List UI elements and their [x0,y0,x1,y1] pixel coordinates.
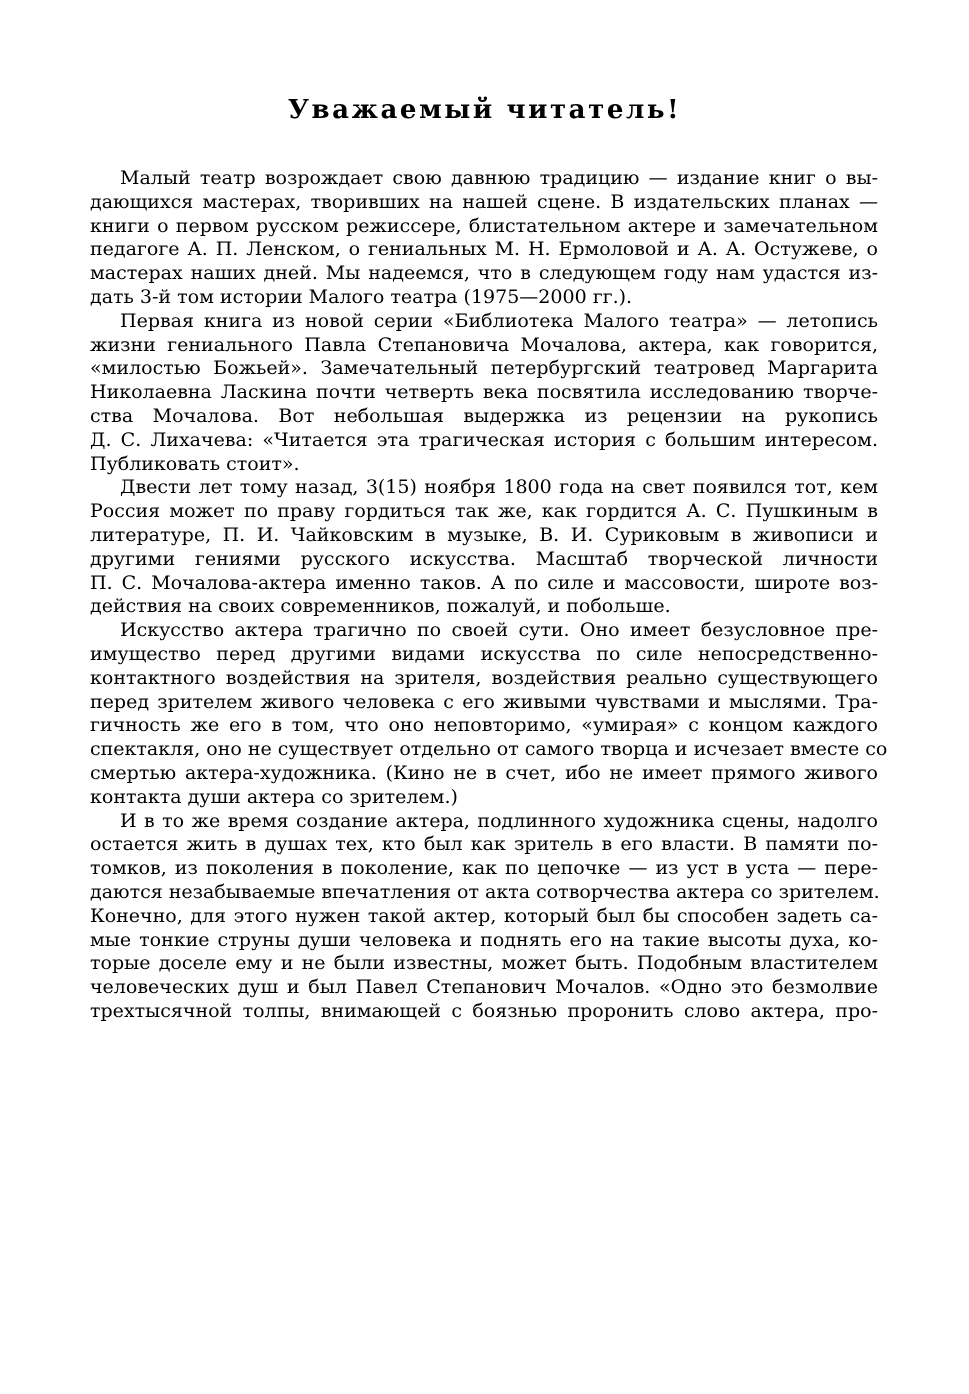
text-line: Первая книга из новой серии «Библиотека Малого театра» — летопись [120,309,878,332]
text-line: гичность же его в том, что оно неповторимо, «умирая» с концом каждого [90,714,878,737]
text-line: Николаевна Ласкина почти четверть века посвятила исследованию творче- [90,381,878,404]
text-line: «милостью Божьей». Замечательный петербургский театровед Маргарита [90,357,878,380]
text-line: мые тонкие струны души человека и поднять его на такие высоты духа, ко- [90,928,878,951]
text-line: контактного воздействия на зрителя, воздействия реально существующего [90,666,878,689]
text-line: дать 3-й том истории Малого театра (1975—2000 гг.). [90,285,633,308]
page-title: Уважаемый читатель! [287,95,682,125]
text-line: Малый театр возрождает свою давнюю традицию — издание книг о вы- [120,167,878,189]
text-line: мастерах наших дней. Мы надеемся, что в следующем году нам удастся из- [90,262,878,285]
text-line: действия на своих современников, пожалуй, и побольше. [90,595,671,618]
text-line: дающихся мастерах, творивших на нашей сцене. В издательских планах — [90,190,878,213]
text-line: ства Мочалова. Вот небольшая выдержка из рецензии на рукопись [90,404,878,427]
paragraph [90,167,878,310]
text-line: человеческих душ и был Павел Степанович Мочалов. «Одно это безмолвие [90,976,878,999]
text-line: остается жить в душах тех, кто был как зритель в его власти. В памяти по- [90,833,878,856]
text-line: Искусство актера трагично по своей сути. Оно имеет безусловное пре- [120,619,878,642]
paragraph [90,619,888,809]
text-line: торые доселе ему и не были известны, может быть. Подобным властителем [90,952,878,975]
text-line: имущество перед другими видами искусства по силе непосредственно- [90,642,878,665]
text-line: Д. С. Лихачева: «Читается эта трагическая история с большим интересом. [90,428,878,451]
text-line: даются незабываемые впечатления от акта сотворчества актера со зрителем. [90,880,880,903]
text-line: жизни гениального Павла Степановича Мочалова, актера, как говорится, [90,333,878,356]
text-line: смертью актера-художника. (Кино не в счет, ибо не имеет прямого живого [90,761,878,784]
text-line: Двести лет тому назад, 3(15) ноября 1800 года на свет появился тот, кем [120,476,878,499]
text-line: Публиковать стоит». [90,452,300,475]
text-line: П. С. Мочалова-актера именно таков. А по силе и массовости, широте воз- [90,571,878,594]
text-line: томков, из поколения в поколение, как по цепочке — из уст в уста — пере- [90,857,878,880]
paragraph [90,810,878,1024]
text-line: И в то же время создание актера, подлинного художника сцены, надолго [120,809,878,832]
text-line: трехтысячной толпы, внимающей с боязнью проронить слово актера, про- [90,999,878,1022]
text-line: другими гениями русского искусства. Масштаб творческой личности [90,547,878,570]
text-line: Конечно, для этого нужен такой актер, который был бы способен задеть са- [90,904,878,927]
text-line: Россия может по праву гордиться так же, как гордится А. С. Пушкиным в [90,500,878,523]
text-line: спектакля, оно не существует отдельно от самого творца и исчезает вместе со [90,738,888,761]
text-line: книги о первом русском режиссере, блистательном актере и замечательном [90,214,878,237]
paragraph [90,476,878,619]
text-line: контакта души актера со зрителем.) [90,785,458,808]
paragraph [90,310,878,477]
text-line: педагоге А. П. Ленском, о гениальных М. Н. Ермоловой и А. А. Остужеве, о [90,238,878,261]
text-line: литературе, П. И. Чайковским в музыке, В. И. Суриковым в живописи и [90,523,878,546]
body-text [90,167,888,1024]
text-line: перед зрителем живого человека с его живыми чувствами и мыслями. Тра- [90,690,878,713]
